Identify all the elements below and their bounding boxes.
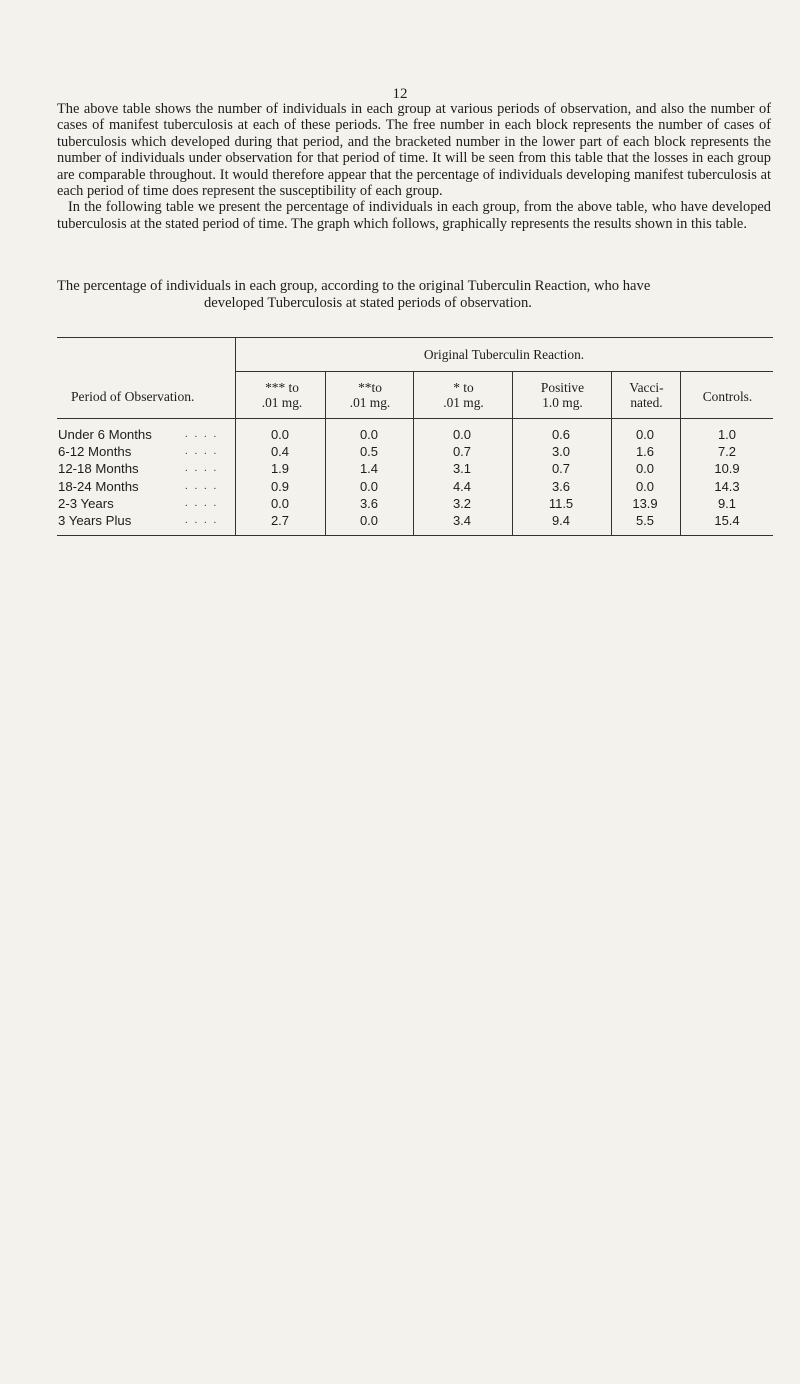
- column-divider: [680, 372, 681, 536]
- table-cell: 5.5: [635, 513, 655, 528]
- table-cell: 1.4: [359, 461, 379, 477]
- row-label: 6-12 Months: [58, 444, 132, 460]
- table-cell: 7.2: [717, 444, 737, 460]
- table-cell: 0.4: [270, 444, 290, 460]
- table-cell: 3.6: [551, 478, 571, 494]
- table-cell: 10.9: [714, 461, 740, 477]
- leader-dots: . . . .: [185, 462, 219, 475]
- table-cell: 2.7: [270, 513, 290, 528]
- leader-dots: . . . .: [185, 479, 219, 492]
- table-cell: 3.2: [452, 495, 472, 511]
- column-divider: [235, 337, 236, 536]
- table-cell: 0.0: [452, 427, 472, 442]
- table-cell: 1.9: [270, 461, 290, 477]
- table-cell: 0.0: [359, 478, 379, 494]
- table-cell: 0.0: [359, 427, 379, 442]
- leader-dots: . . . .: [185, 445, 219, 458]
- column-divider: [611, 372, 612, 536]
- row-header: Period of Observation.: [71, 389, 195, 404]
- table-cell: 13.9: [632, 495, 658, 511]
- table-cell: 0.0: [270, 427, 290, 442]
- table-cell: 9.4: [551, 513, 571, 528]
- table-cell: 15.4: [714, 513, 740, 528]
- table-cell: 3.1: [452, 461, 472, 477]
- table-cell: 3.4: [452, 513, 472, 528]
- percentage-table: [57, 337, 773, 537]
- group-header-rule: [235, 371, 773, 372]
- leader-dots: . . . .: [185, 496, 219, 509]
- paragraph-table-explanation: The above table shows the number of individuals in each group at various periods of observation, and also the number of cases of manifest tuberculosis at each of these periods. The free number in each block represents the number of cases of tuberculosis which developed during that period, and the bracketed number in the lower part of each block represents the number of individuals under observation for that period of time. It will be seen from this table that the losses in each group are comparable throughout. It would therefore appear that the percentage of individuals developing manifest tuberculosis at each period of time does represent the susceptibility of each group.: [57, 101, 771, 200]
- table-cell: 1.6: [635, 444, 655, 460]
- header-bottom-rule: [57, 418, 773, 419]
- table-cell: 0.5: [359, 444, 379, 460]
- table-cell: 11.5: [548, 495, 574, 511]
- leader-dots: . . . .: [185, 514, 219, 526]
- table-cell: 14.3: [714, 478, 740, 494]
- caption-line-1: The percentage of individuals in each group, according to the original Tuberculin Reaction, who have: [57, 278, 651, 294]
- table-cell: 3.0: [551, 444, 571, 460]
- table-cell: 0.0: [270, 495, 290, 511]
- table-cell: 0.0: [359, 513, 379, 528]
- paragraph-percentage-intro: In the following table we present the percentage of individuals in each group, from the above table, who have developed tuberculosis at the stated period of time. The graph which follows, graphically represents the results shown in this table.: [57, 199, 771, 232]
- row-label: 12-18 Months: [58, 461, 139, 477]
- column-header: Controls.: [702, 389, 753, 404]
- table-cell: 0.9: [270, 478, 290, 494]
- table-bottom-rule: [57, 535, 773, 536]
- column-divider: [512, 372, 513, 536]
- leader-dots: . . . .: [185, 428, 219, 440]
- column-divider: [413, 372, 414, 536]
- page-number: 12: [392, 86, 408, 102]
- table-cell: 0.6: [551, 427, 571, 442]
- group-header: Original Tuberculin Reaction.: [423, 347, 585, 362]
- table-cell: 0.0: [635, 427, 655, 442]
- table-caption: [57, 278, 773, 312]
- column-header: **to .01 mg.: [349, 380, 391, 410]
- table-top-rule: [57, 337, 773, 338]
- body-text: [57, 101, 771, 232]
- table-cell: 0.0: [635, 461, 655, 477]
- row-label: 2-3 Years: [58, 495, 114, 511]
- table-cell: 3.6: [359, 495, 379, 511]
- column-header: * to .01 mg.: [443, 380, 484, 410]
- table-cell: 0.7: [452, 444, 472, 460]
- row-label: 18-24 Months: [58, 478, 139, 494]
- column-header: *** to .01 mg.: [261, 380, 303, 410]
- table-cell: 4.4: [452, 478, 472, 494]
- column-header: Vacci- nated.: [629, 380, 664, 410]
- column-header: Positive 1.0 mg.: [540, 380, 585, 410]
- table-cell: 1.0: [717, 427, 737, 442]
- row-label: 3 Years Plus: [58, 513, 132, 528]
- row-label: Under 6 Months: [58, 427, 152, 442]
- column-divider: [325, 372, 326, 536]
- table-cell: 0.0: [635, 478, 655, 494]
- table-cell: 9.1: [717, 495, 737, 511]
- caption-line-2: developed Tuberculosis at stated periods of observation.: [204, 295, 532, 311]
- table-cell: 0.7: [551, 461, 571, 477]
